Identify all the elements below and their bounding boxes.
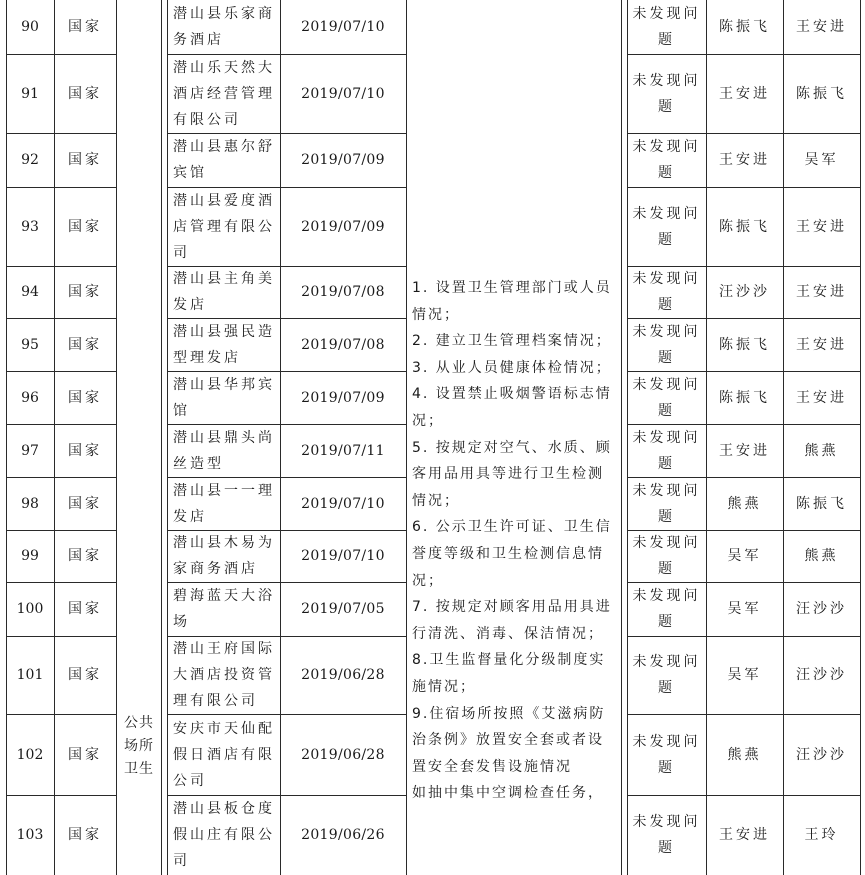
cell-no: 96 <box>21 389 39 406</box>
cell-date: 2019/07/09 <box>301 389 385 406</box>
cell-result: 未发现问题 <box>632 429 701 472</box>
check-item: 9.住宿场所按照《艾滋病防治条例》放置安全套或者设置安全套发售设施情况 <box>412 705 606 775</box>
cell-inspector1: 吴军 <box>727 667 762 683</box>
cell-inspector1: 陈振飞 <box>719 336 770 353</box>
cell-no: 90 <box>21 19 39 35</box>
cell-inspector2: 王安进 <box>796 336 847 353</box>
cell-result: 未发现问题 <box>632 654 701 696</box>
table-cell <box>280 714 406 795</box>
table-cell <box>167 318 280 371</box>
table-cell <box>54 133 116 187</box>
cell-date: 2019/07/10 <box>301 495 385 512</box>
column-divider <box>860 0 861 875</box>
table-cell <box>167 0 280 54</box>
table-cell <box>706 636 783 714</box>
table-cell <box>280 266 406 318</box>
table-cell <box>54 54 116 133</box>
cell-inspector2: 熊燕 <box>804 548 839 564</box>
table-cell <box>706 371 783 424</box>
column-divider <box>406 0 407 875</box>
cell-result: 未发现问题 <box>632 205 701 248</box>
table-cell <box>783 477 860 530</box>
cell-result: 未发现问题 <box>632 535 701 577</box>
table-cell <box>783 714 860 795</box>
cell-inspector2: 吴军 <box>804 152 839 168</box>
table-cell <box>167 795 280 875</box>
table-cell <box>706 0 783 54</box>
table-cell <box>6 424 54 477</box>
table-cell <box>6 318 54 371</box>
table-cell <box>280 0 406 54</box>
table-cell <box>6 371 54 424</box>
cell-level: 国家 <box>68 827 102 843</box>
table-cell <box>627 636 706 714</box>
table-cell <box>6 266 54 318</box>
cell-date: 2019/07/08 <box>301 336 385 353</box>
table-cell <box>167 530 280 582</box>
check-item: 6. 公示卫生许可证、卫生信誉度等级和卫生检测信息情况； <box>412 519 612 589</box>
table-cell <box>783 636 860 714</box>
table-cell <box>6 133 54 187</box>
table-cell <box>280 133 406 187</box>
cell-result: 未发现问题 <box>632 482 701 525</box>
cell-inspector2: 陈振飞 <box>796 85 847 102</box>
cell-inspector2: 王安进 <box>796 284 847 300</box>
table-cell <box>6 795 54 875</box>
cell-name: 潜山县乐家商务酒店 <box>173 6 275 48</box>
cell-no: 93 <box>21 218 39 235</box>
cell-name: 安庆市天仙配假日酒店有限公司 <box>173 720 275 789</box>
cell-no: 92 <box>21 152 39 168</box>
cell-name: 潜山县华邦宾馆 <box>173 376 275 419</box>
cell-result: 未发现问题 <box>632 814 701 856</box>
table-cell <box>627 266 706 318</box>
table-cell <box>167 582 280 636</box>
table-cell <box>54 424 116 477</box>
table-cell <box>627 54 706 133</box>
table-cell <box>627 424 706 477</box>
check-item: 4. 设置禁止吸烟警语标志情况； <box>412 386 612 429</box>
check-item: 1. 设置卫生管理部门或人员情况； <box>412 280 612 323</box>
cell-date: 2019/07/10 <box>301 85 385 102</box>
cell-level: 国家 <box>68 548 102 564</box>
table-cell <box>167 477 280 530</box>
table-cell <box>6 636 54 714</box>
column-divider <box>621 0 622 875</box>
table-cell <box>167 636 280 714</box>
cell-no: 95 <box>21 336 39 353</box>
cell-level: 国家 <box>68 218 102 235</box>
check-items-cell <box>412 275 618 807</box>
table-cell <box>783 54 860 133</box>
table-cell <box>54 477 116 530</box>
table-cell <box>54 636 116 714</box>
cell-inspector2: 汪沙沙 <box>796 667 847 683</box>
table-cell <box>280 530 406 582</box>
cell-name: 潜山县惠尔舒宾馆 <box>173 139 275 181</box>
cell-inspector1: 王安进 <box>719 152 770 168</box>
check-item: 3. 从业人员健康体检情况； <box>412 359 612 376</box>
table-cell <box>280 187 406 266</box>
cell-no: 94 <box>21 284 39 300</box>
cell-inspector1: 陈振飞 <box>719 389 770 406</box>
cell-date: 2019/07/08 <box>301 284 385 300</box>
cell-name: 潜山乐天然大酒店经营管理有限公司 <box>173 59 275 128</box>
cell-result: 未发现问题 <box>632 323 701 366</box>
table-cell <box>706 266 783 318</box>
cell-name: 潜山县鼎头尚丝造型 <box>173 429 275 472</box>
table-cell <box>783 318 860 371</box>
table-cell <box>706 714 783 795</box>
table-cell <box>783 187 860 266</box>
cell-inspector2: 王安进 <box>796 389 847 406</box>
table-cell <box>167 133 280 187</box>
cell-name: 潜山县一一理发店 <box>173 482 275 525</box>
check-item: 5. 按规定对空气、水质、顾客用品用具等进行卫生检测情况； <box>412 439 612 509</box>
table-cell <box>54 530 116 582</box>
table-cell <box>54 795 116 875</box>
check-item: 8.卫生监督量化分级制度实施情况； <box>412 652 606 695</box>
cell-no: 102 <box>16 746 44 763</box>
check-item: 2. 建立卫生管理档案情况； <box>412 333 612 350</box>
cell-date: 2019/07/10 <box>301 548 385 564</box>
check-item: 7. 按规定对顾客用品用具进行清洗、消毒、保洁情况； <box>412 599 612 642</box>
table-cell <box>280 371 406 424</box>
table-cell <box>706 133 783 187</box>
cell-level: 国家 <box>68 284 102 300</box>
table-cell <box>280 582 406 636</box>
table-cell <box>6 530 54 582</box>
cell-date: 2019/07/09 <box>301 152 385 168</box>
table-cell <box>6 477 54 530</box>
table-cell <box>627 795 706 875</box>
table-cell <box>783 133 860 187</box>
cell-inspector1: 汪沙沙 <box>719 284 770 300</box>
table-cell <box>706 795 783 875</box>
table-cell <box>783 266 860 318</box>
cell-date: 2019/07/10 <box>301 19 385 35</box>
table-cell <box>627 318 706 371</box>
table-cell <box>167 54 280 133</box>
table-cell <box>706 582 783 636</box>
cell-inspector1: 王安进 <box>719 827 770 843</box>
cell-result: 未发现问题 <box>632 733 701 776</box>
cell-no: 101 <box>16 667 44 683</box>
table-cell <box>627 714 706 795</box>
cell-date: 2019/07/05 <box>301 601 385 617</box>
table-cell <box>627 371 706 424</box>
table-cell <box>167 266 280 318</box>
category-cell <box>117 712 161 781</box>
table-cell <box>706 187 783 266</box>
table-cell <box>783 371 860 424</box>
cell-inspector2: 汪沙沙 <box>796 601 847 617</box>
cell-name: 潜山县强民造型理发店 <box>173 323 275 366</box>
cell-date: 2019/07/09 <box>301 218 385 235</box>
category-text: 公共场所卫生 <box>124 715 154 777</box>
table-cell <box>706 318 783 371</box>
table-cell <box>54 187 116 266</box>
table-cell <box>706 424 783 477</box>
table-cell <box>627 582 706 636</box>
table-cell <box>627 477 706 530</box>
cell-name: 潜山王府国际大酒店投资管理有限公司 <box>173 641 275 709</box>
cell-no: 98 <box>21 495 39 512</box>
cell-name: 碧海蓝天大浴场 <box>173 588 275 630</box>
table-cell <box>783 795 860 875</box>
table-cell <box>627 530 706 582</box>
cell-level: 国家 <box>68 601 102 617</box>
table-cell <box>280 318 406 371</box>
table-cell <box>54 582 116 636</box>
cell-result: 未发现问题 <box>632 271 701 313</box>
cell-inspector1: 熊燕 <box>727 495 762 512</box>
table-cell <box>280 477 406 530</box>
cell-no: 91 <box>21 85 39 102</box>
cell-level: 国家 <box>68 85 102 102</box>
cell-name: 潜山县木易为家商务酒店 <box>173 535 275 577</box>
cell-no: 99 <box>21 548 39 564</box>
cell-no: 103 <box>16 827 44 843</box>
table-cell <box>706 54 783 133</box>
table-cell <box>280 636 406 714</box>
table-cell <box>167 714 280 795</box>
cell-inspector1: 王安进 <box>719 442 770 459</box>
table-cell <box>54 0 116 54</box>
table-cell <box>280 54 406 133</box>
table-cell <box>280 795 406 875</box>
table-cell <box>783 0 860 54</box>
cell-inspector2: 汪沙沙 <box>796 746 847 763</box>
table-cell <box>54 318 116 371</box>
cell-result: 未发现问题 <box>632 139 701 181</box>
cell-date: 2019/06/28 <box>301 746 385 763</box>
cell-no: 100 <box>16 601 44 617</box>
cell-no: 97 <box>21 442 39 459</box>
table-cell <box>6 187 54 266</box>
table-cell <box>783 424 860 477</box>
cell-result: 未发现问题 <box>632 376 701 419</box>
table-cell <box>783 582 860 636</box>
cell-date: 2019/06/28 <box>301 667 385 683</box>
table-cell <box>167 187 280 266</box>
cell-inspector1: 吴军 <box>727 601 762 617</box>
cell-inspector1: 陈振飞 <box>719 218 770 235</box>
table-cell <box>627 187 706 266</box>
cell-name: 潜山县主角美发店 <box>173 271 275 313</box>
cell-inspector2: 王玲 <box>804 827 839 843</box>
cell-level: 国家 <box>68 336 102 353</box>
cell-inspector1: 王安进 <box>719 85 770 102</box>
cell-level: 国家 <box>68 19 102 35</box>
table-cell <box>167 371 280 424</box>
table-cell <box>54 266 116 318</box>
table-cell <box>6 0 54 54</box>
cell-level: 国家 <box>68 442 102 459</box>
cell-inspector2: 王安进 <box>796 19 847 35</box>
cell-date: 2019/07/11 <box>301 442 385 459</box>
cell-level: 国家 <box>68 495 102 512</box>
table-cell <box>6 582 54 636</box>
cell-level: 国家 <box>68 667 102 683</box>
cell-name: 潜山县板仓度假山庄有限公司 <box>173 801 275 869</box>
column-divider <box>161 0 162 875</box>
table-cell <box>6 54 54 133</box>
cell-inspector1: 熊燕 <box>727 746 762 763</box>
cell-inspector2: 陈振飞 <box>796 495 847 512</box>
cell-level: 国家 <box>68 152 102 168</box>
cell-inspector2: 熊燕 <box>804 442 839 459</box>
table-cell <box>280 424 406 477</box>
check-item: 如抽中集中空调检查任务， <box>412 785 604 802</box>
cell-result: 未发现问题 <box>632 588 701 630</box>
table-cell <box>54 714 116 795</box>
cell-name: 潜山县爱度酒店管理有限公司 <box>173 192 275 261</box>
table-cell <box>627 133 706 187</box>
cell-inspector1: 吴军 <box>727 548 762 564</box>
cell-inspector1: 陈振飞 <box>719 19 770 35</box>
table-cell <box>627 0 706 54</box>
cell-level: 国家 <box>68 746 102 763</box>
cell-result: 未发现问题 <box>632 6 701 48</box>
cell-result: 未发现问题 <box>632 72 701 115</box>
cell-inspector2: 王安进 <box>796 218 847 235</box>
table-cell <box>167 424 280 477</box>
cell-date: 2019/06/26 <box>301 827 385 843</box>
table-cell <box>706 477 783 530</box>
table-cell <box>54 371 116 424</box>
table-cell <box>6 714 54 795</box>
table-cell <box>706 530 783 582</box>
table-cell <box>783 530 860 582</box>
cell-level: 国家 <box>68 389 102 406</box>
